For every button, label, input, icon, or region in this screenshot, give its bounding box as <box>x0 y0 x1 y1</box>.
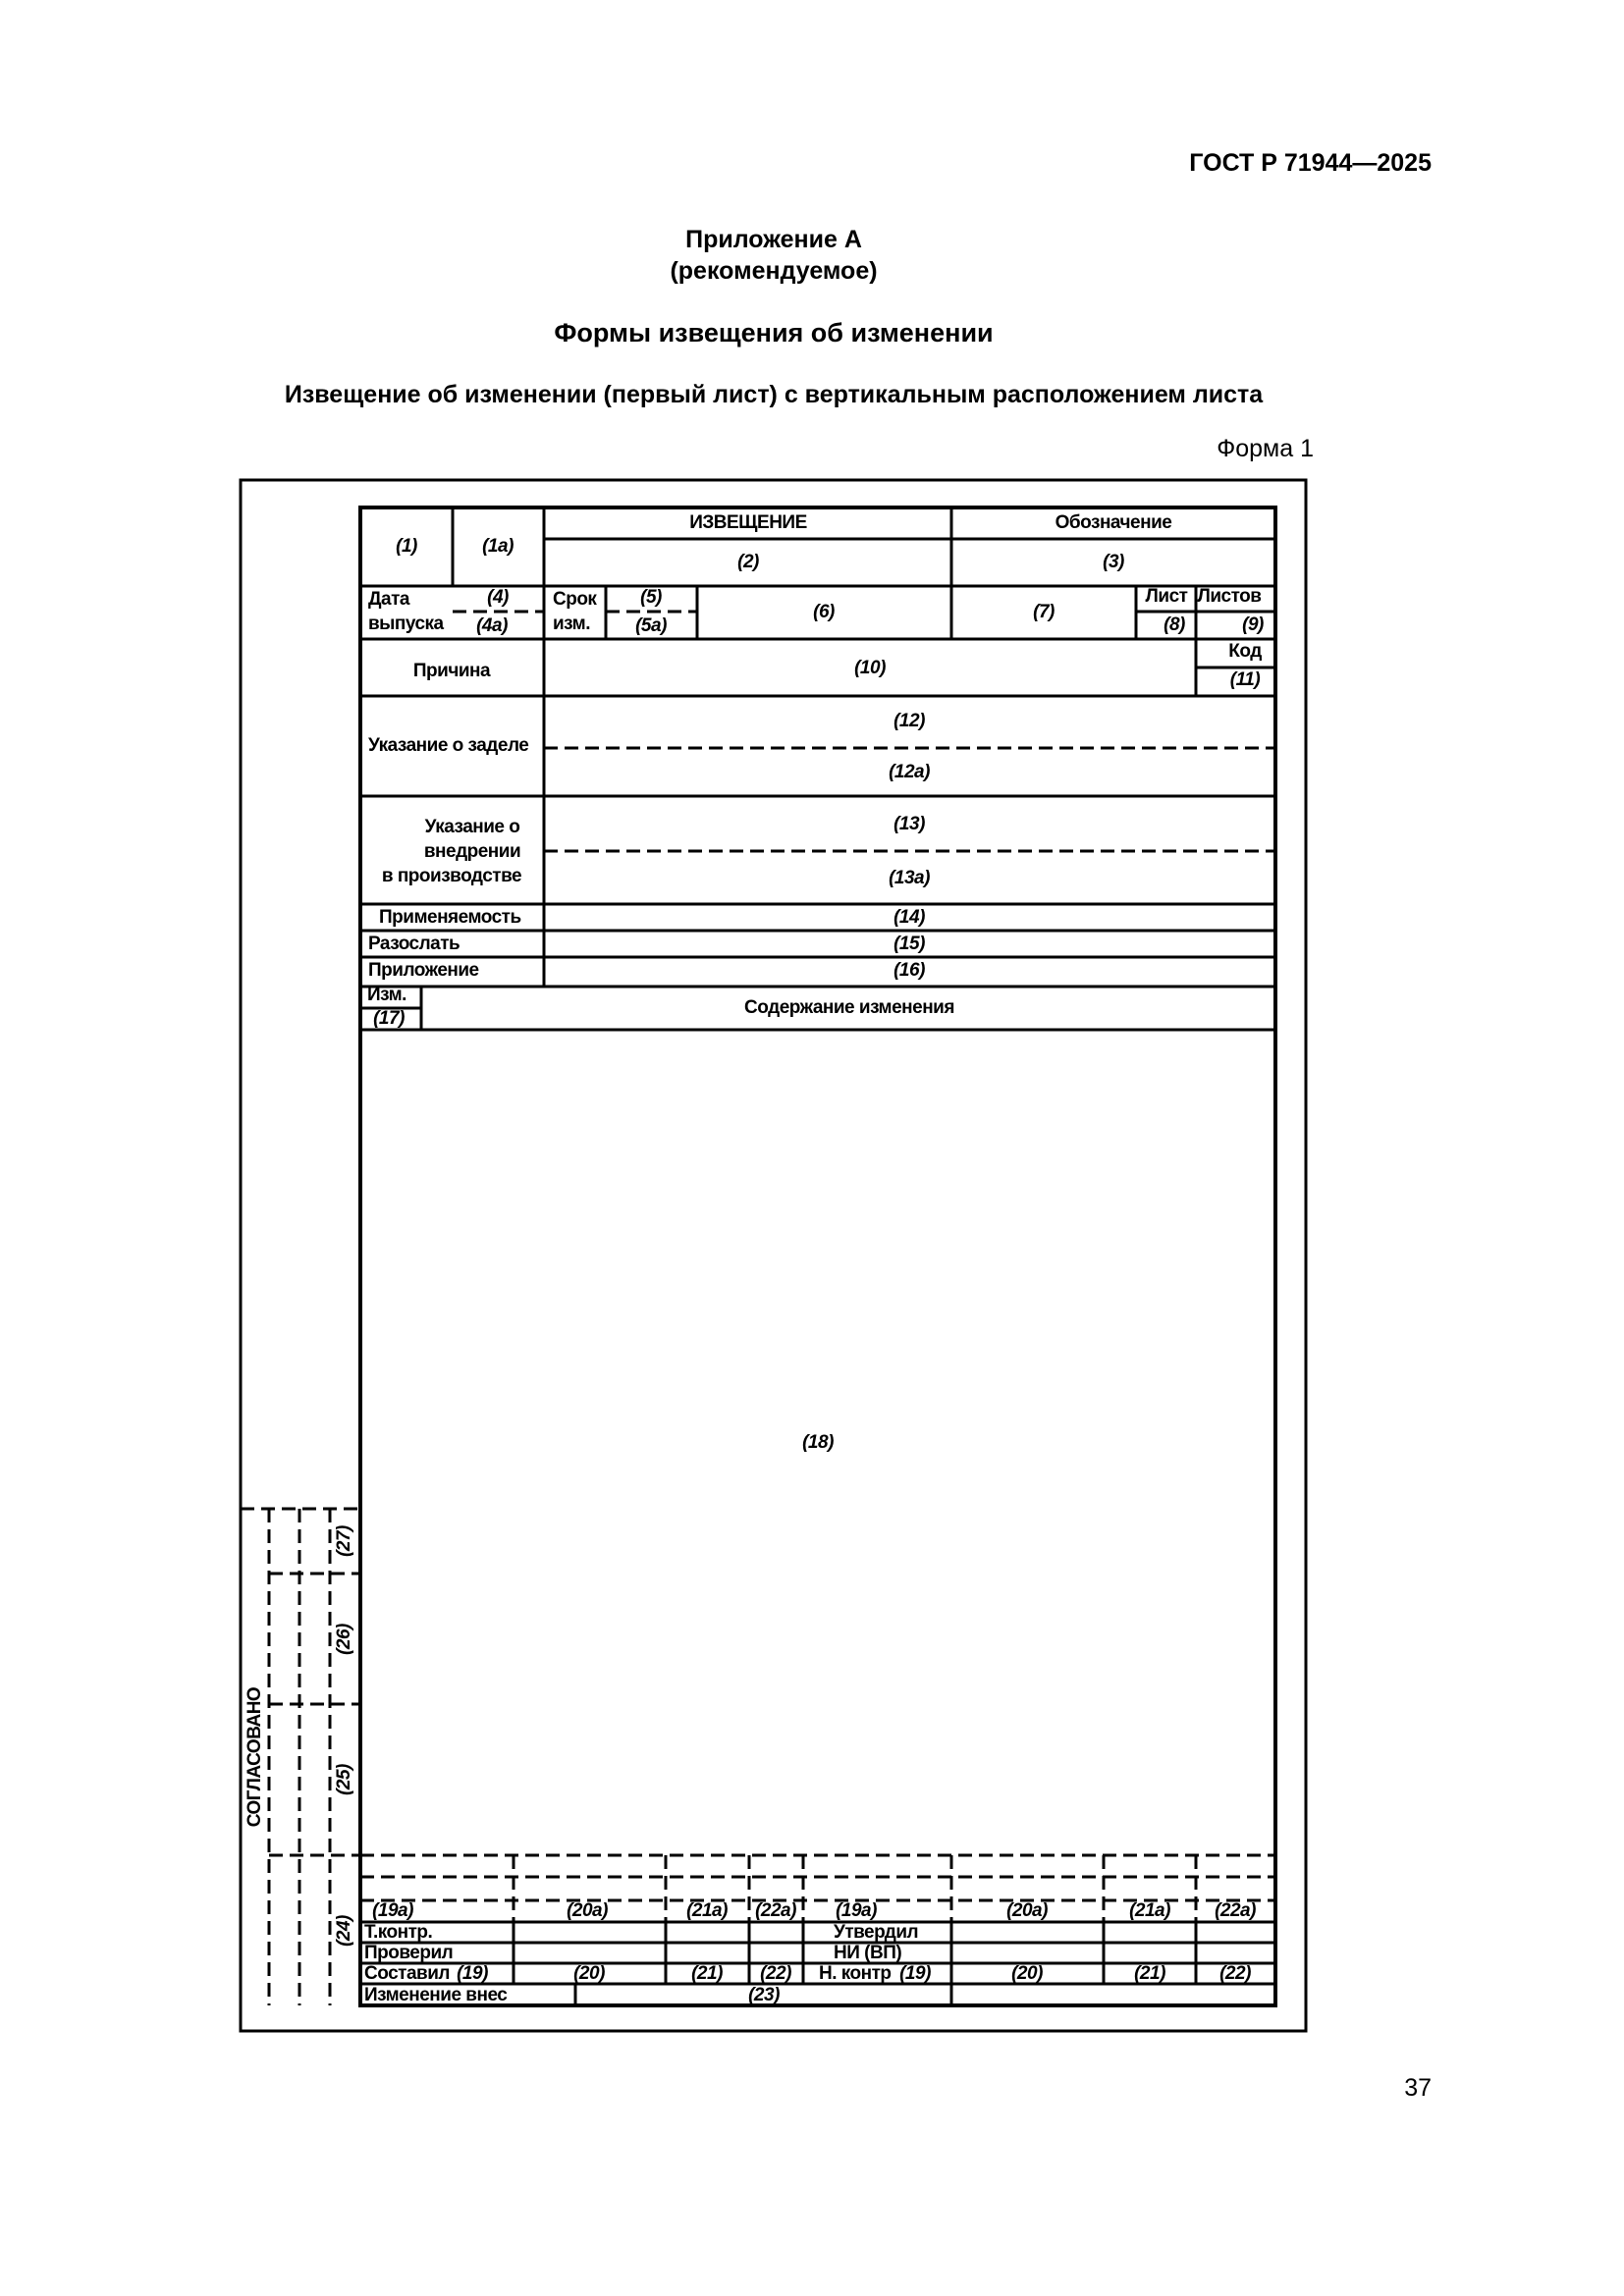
reason-label: Причина <box>412 661 491 681</box>
field-3: (3) <box>1103 552 1124 572</box>
implementation-label-1: Указание о <box>424 817 520 837</box>
field-14: (14) <box>893 907 925 928</box>
field-1a: (1а) <box>482 536 514 557</box>
notice-heading: ИЗВЕЩЕНИЕ <box>689 512 807 533</box>
dashed-lines <box>241 612 1275 2005</box>
appendix-title: Приложение А <box>685 226 862 253</box>
norm-control-label: Н. контр <box>819 1963 892 1984</box>
field-12: (12) <box>893 711 925 731</box>
field-11: (11) <box>1229 669 1261 690</box>
field-13: (13) <box>893 814 925 834</box>
form-label: Форма 1 <box>1217 435 1314 462</box>
field-17: (17) <box>373 1008 405 1029</box>
field-10: (10) <box>854 658 886 678</box>
issue-date-label-1: Дата <box>368 589 409 610</box>
field-22-right: (22) <box>1219 1963 1251 1984</box>
issue-date-label-2: выпуска <box>368 614 444 634</box>
applicability-label: Применяемость <box>379 907 521 928</box>
term-label-1: Срок <box>553 589 597 610</box>
field-15: (15) <box>893 934 925 954</box>
field-4: (4) <box>487 587 509 608</box>
field-2: (2) <box>737 552 759 572</box>
field-6: (6) <box>813 602 835 622</box>
tech-control-label: Т.контр. <box>364 1922 433 1943</box>
field-21a-left: (21а) <box>686 1900 728 1921</box>
field-16: (16) <box>893 960 925 981</box>
field-12a: (12а) <box>889 762 930 782</box>
field-26: (26) <box>334 1624 354 1655</box>
agreed-label: СОГЛАСОВАНО <box>244 1686 265 1828</box>
field-20a-right: (20а) <box>1006 1900 1048 1921</box>
implementation-label-3: в производстве <box>381 866 522 886</box>
approved-label: Утвердил <box>834 1922 919 1943</box>
field-19a-right: (19а) <box>836 1900 877 1921</box>
field-7: (7) <box>1033 602 1055 622</box>
field-20-right: (20) <box>1011 1963 1043 1984</box>
distribute-label: Разослать <box>368 934 460 954</box>
change-label: Изм. <box>367 985 406 1005</box>
main-table-border <box>360 507 1275 2005</box>
field-24: (24) <box>334 1915 354 1947</box>
change-made-by-label: Изменение внес <box>364 1985 508 2005</box>
field-21-right: (21) <box>1134 1963 1165 1984</box>
ni-vp-label: НИ (ВП) <box>834 1943 902 1963</box>
solid-lines <box>360 507 1275 2005</box>
field-5: (5) <box>640 587 662 608</box>
field-1: (1) <box>396 536 417 557</box>
field-9: (9) <box>1242 614 1264 635</box>
field-27: (27) <box>334 1525 354 1557</box>
field-18: (18) <box>802 1432 834 1453</box>
standard-number: ГОСТ Р 71944—2025 <box>1189 149 1432 177</box>
field-20-left: (20) <box>573 1963 605 1984</box>
field-4a: (4а) <box>476 615 508 636</box>
designation-heading: Обозначение <box>1055 512 1172 533</box>
appendix-status: (рекомендуемое) <box>670 257 878 285</box>
field-22a-left: (22а) <box>755 1900 796 1921</box>
sheet-label: Лист <box>1145 586 1188 607</box>
field-21a-right: (21а) <box>1129 1900 1170 1921</box>
term-label-2: изм. <box>553 614 590 634</box>
compiled-label: Составил <box>364 1963 450 1984</box>
field-25: (25) <box>334 1764 354 1795</box>
backlog-label: Указание о заделе <box>368 735 529 756</box>
field-23: (23) <box>748 1985 780 2005</box>
field-22a-right: (22а) <box>1215 1900 1256 1921</box>
subsection-title: Извещение об изменении (первый лист) с вертикальным расположением листа <box>284 381 1264 408</box>
field-8: (8) <box>1164 614 1185 635</box>
field-19-left: (19) <box>457 1963 488 1984</box>
outer-frame <box>241 480 1306 2031</box>
field-20a-left: (20а) <box>567 1900 608 1921</box>
change-content-label: Содержание изменения <box>744 997 954 1018</box>
field-19-right: (19) <box>899 1963 931 1984</box>
checked-label: Проверил <box>364 1943 454 1963</box>
code-label: Код <box>1228 641 1262 662</box>
field-21-left: (21) <box>691 1963 723 1984</box>
page-number: 37 <box>1404 2074 1432 2102</box>
sheets-label: Листов <box>1197 586 1262 607</box>
section-title: Формы извещения об изменении <box>554 318 994 347</box>
field-5a: (5а) <box>635 615 667 636</box>
implementation-label-2: внедрении <box>423 841 521 862</box>
field-13a: (13а) <box>889 868 930 888</box>
field-19a-left: (19а) <box>372 1900 413 1921</box>
appendix-label: Приложение <box>368 960 479 981</box>
field-22-left: (22) <box>760 1963 791 1984</box>
